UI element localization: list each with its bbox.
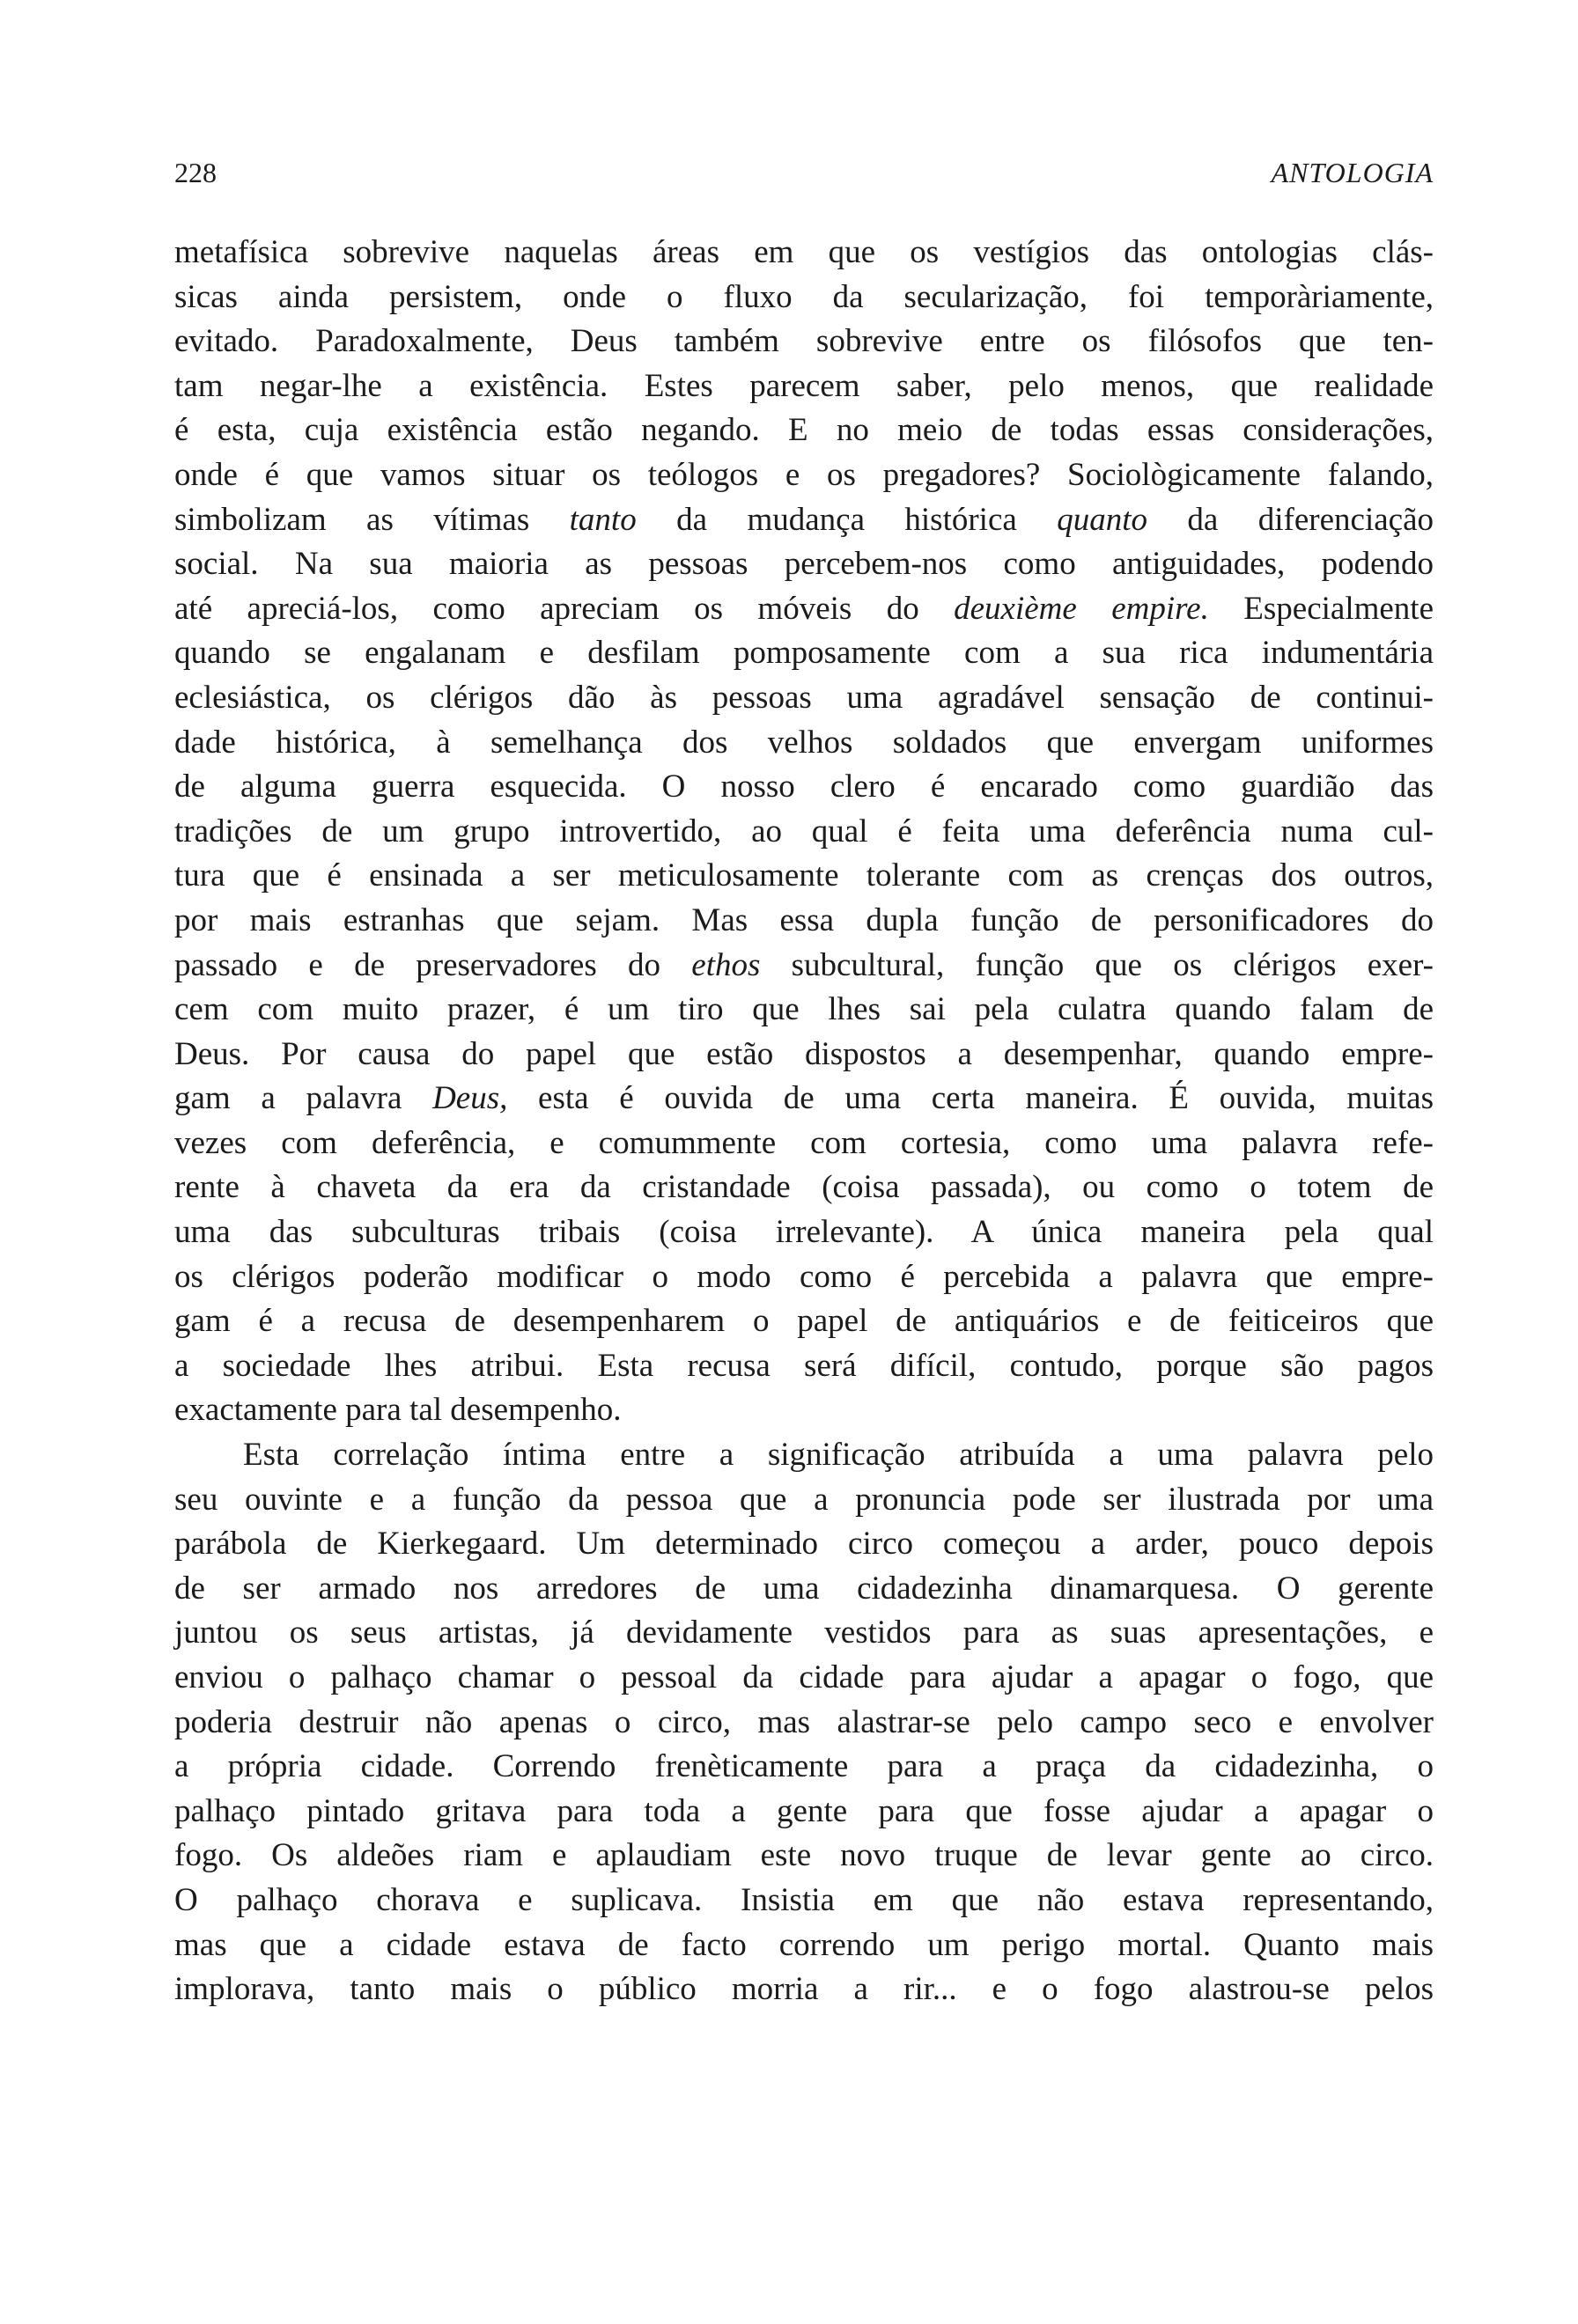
text-line xyxy=(174,1522,1434,1567)
text-line xyxy=(174,765,1434,810)
text-line xyxy=(174,1299,1434,1344)
text-run: da mudança histórica xyxy=(636,501,1058,538)
running-title: ANTOLOGIA xyxy=(1271,157,1434,188)
text-run: eclesiástica, os clérigos dão às pessoas uma agradável sensação de continui- xyxy=(174,679,1434,716)
text-line xyxy=(174,721,1434,766)
text-run: até apreciá-los, como apreciam os móveis do xyxy=(174,590,955,627)
text-line xyxy=(174,1967,1434,2012)
text-run: a própria cidade. Correndo frenèticamente para a praça da cidadezinha, o xyxy=(174,1748,1434,1785)
text-run: parábola de Kierkegaard. Um determinado circo começou a arder, pouco depois xyxy=(174,1526,1434,1563)
text-run: sicas ainda persistem, onde o fluxo da secularização, foi temporàriamente, xyxy=(174,278,1434,315)
text-line xyxy=(174,320,1434,364)
text-line xyxy=(174,1701,1434,1746)
text-line xyxy=(174,944,1434,989)
text-run: gam é a recusa de desempenharem o papel de antiquários e de feiticeiros que xyxy=(174,1303,1434,1340)
text-run: seu ouvinte e a função da pessoa que a pronuncia pode ser ilustrada por uma xyxy=(174,1481,1434,1518)
text-run: social. Na sua maioria as pessoas percebem-nos como antiguidades, podendo xyxy=(174,546,1434,583)
text-run: O palhaço chorava e suplicava. Insistia em que não estava representando, xyxy=(174,1881,1434,1918)
text-line xyxy=(174,276,1434,320)
text-line xyxy=(174,1433,1434,1478)
text-run: de ser armado nos arredores de uma cidadezinha dinamarquesa. O gerente xyxy=(174,1570,1434,1607)
text-run: implorava, tanto mais o público morria a rir... e o fogo alastrou-se pelos xyxy=(174,1971,1434,2008)
text-line xyxy=(174,1166,1434,1210)
text-run: Especialmente xyxy=(1208,590,1434,627)
text-run: fogo. Os aldeões riam e aplaudiam este novo truque de levar gente ao circo. xyxy=(174,1837,1434,1874)
text-line xyxy=(174,1879,1434,1923)
text-line xyxy=(174,408,1434,453)
text-line xyxy=(174,1122,1434,1166)
italic-text: Deus, xyxy=(432,1080,508,1117)
text-line xyxy=(174,1388,1434,1433)
text-line xyxy=(174,1255,1434,1300)
text-run: passado e de preservadores do xyxy=(174,946,692,983)
text-line xyxy=(174,587,1434,632)
text-run: de alguma guerra esquecida. O nosso clero é encarado como guardião das xyxy=(174,769,1434,805)
text-line xyxy=(174,1923,1434,1968)
text-line xyxy=(174,498,1434,543)
text-run: uma das subculturas tribais (coisa irrelevante). A única maneira pela qual xyxy=(174,1214,1434,1251)
text-line xyxy=(174,1790,1434,1835)
text-line xyxy=(174,231,1434,276)
italic-text: quanto xyxy=(1057,501,1148,538)
text-line xyxy=(174,854,1434,899)
paragraph xyxy=(174,1433,1434,2012)
text-run: por mais estranhas que sejam. Mas essa dupla função de personificadores do xyxy=(174,901,1434,938)
text-line xyxy=(174,988,1434,1033)
text-run: metafísica sobrevive naquelas áreas em que os vestígios das ontologias clás- xyxy=(174,234,1434,270)
text-line xyxy=(174,1567,1434,1612)
text-run: os clérigos poderão modificar o modo como é percebida a palavra que empre- xyxy=(174,1258,1434,1295)
text-run: tura que é ensinada a ser meticulosamente tolerante com as crenças dos outros, xyxy=(174,857,1434,894)
italic-text: tanto xyxy=(569,501,637,538)
text-line xyxy=(174,1077,1434,1122)
text-line xyxy=(174,1834,1434,1879)
text-run: subcultural, função que os clérigos exer- xyxy=(760,946,1434,983)
text-run: evitado. Paradoxalmente, Deus também sobrevive entre os filósofos que ten- xyxy=(174,323,1434,360)
text-line xyxy=(174,810,1434,855)
text-run: Deus. Por causa do papel que estão dispostos a desempenhar, quando empre- xyxy=(174,1035,1434,1072)
text-run: poderia destruir não apenas o circo, mas alastrar-se pelo campo seco e envolver xyxy=(174,1703,1434,1740)
text-run: onde é que vamos situar os teólogos e os pregadores? Sociològicamente falando, xyxy=(174,456,1434,493)
text-run: enviou o palhaço chamar o pessoal da cidade para ajudar a apagar o fogo, que xyxy=(174,1659,1434,1695)
page-number: 228 xyxy=(174,157,217,188)
page-header xyxy=(174,157,1434,192)
text-line xyxy=(174,1033,1434,1077)
text-run: quando se engalanam e desfilam pomposamente com a sua rica indumentária xyxy=(174,635,1434,672)
text-line xyxy=(174,364,1434,409)
text-run: esta é ouvida de uma certa maneira. É ouvida, muitas xyxy=(507,1080,1434,1117)
text-run: a sociedade lhes atribui. Esta recusa será difícil, contudo, porque são pagos xyxy=(174,1347,1434,1384)
text-line xyxy=(174,542,1434,587)
text-line xyxy=(174,1344,1434,1389)
text-run: Esta correlação íntima entre a significação atribuída a uma palavra pelo xyxy=(243,1437,1434,1474)
text-line xyxy=(174,1745,1434,1790)
text-line xyxy=(174,899,1434,944)
text-line xyxy=(174,1210,1434,1255)
text-run: gam a palavra xyxy=(174,1080,433,1117)
text-line xyxy=(174,1478,1434,1523)
text-line xyxy=(174,453,1434,498)
text-run: vezes com deferência, e comummente com cortesia, como uma palavra refe- xyxy=(174,1124,1434,1161)
text-run: rente à chaveta da era da cristandade (coisa passada), ou como o totem de xyxy=(174,1169,1434,1206)
text-run: cem com muito prazer, é um tiro que lhes sai pela culatra quando falam de xyxy=(174,991,1434,1028)
text-run: exactamente para tal desempenho. xyxy=(174,1392,622,1429)
text-line xyxy=(174,1611,1434,1656)
italic-text: deuxième empire. xyxy=(954,590,1209,627)
text-run: palhaço pintado gritava para toda a gente para que fosse ajudar a apagar o xyxy=(174,1792,1434,1829)
text-run: tradições de um grupo introvertido, ao qual é feita uma deferência numa cul- xyxy=(174,813,1434,849)
text-run: simbolizam as vítimas xyxy=(174,501,570,538)
text-run: juntou os seus artistas, já devidamente vestidos para as suas apresentações, e xyxy=(174,1614,1434,1651)
text-line xyxy=(174,1656,1434,1701)
text-run: tam negar-lhe a existência. Estes parecem saber, pelo menos, que realidade xyxy=(174,367,1434,404)
body-text xyxy=(174,231,1434,2012)
text-line xyxy=(174,676,1434,721)
text-run: é esta, cuja existência estão negando. E no meio de todas essas considerações, xyxy=(174,412,1434,449)
text-line xyxy=(174,631,1434,676)
italic-text: ethos xyxy=(691,946,761,983)
text-run: mas que a cidade estava de facto correndo um perigo mortal. Quanto mais xyxy=(174,1926,1434,1963)
paragraph xyxy=(174,231,1434,1433)
text-run: da diferenciação xyxy=(1147,501,1434,538)
text-run: dade histórica, à semelhança dos velhos soldados que envergam uniformes xyxy=(174,724,1434,761)
